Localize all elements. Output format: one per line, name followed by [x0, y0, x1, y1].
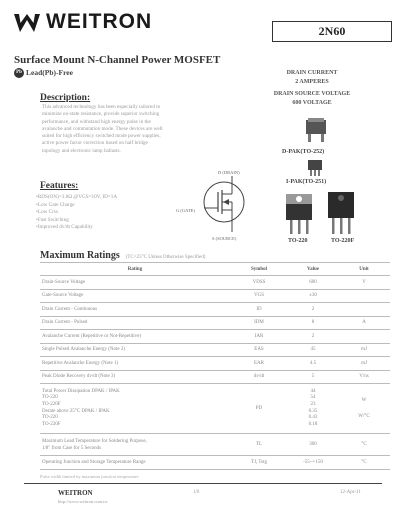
weitron-w-icon: [14, 12, 40, 34]
column-header-value: Value: [288, 263, 338, 276]
table-row: Peak Diode Recovery dv/dt (Note 3) dv/dt 5 V/ns: [40, 370, 390, 384]
symbol-gate-label: G (GATE): [176, 208, 195, 213]
symbol-source-label: S (SOURCE): [212, 236, 237, 241]
description-heading: Description:: [40, 93, 91, 103]
part-number-box: 2N60: [272, 21, 392, 42]
column-header-rating: Rating: [40, 263, 230, 276]
feature-item: • Fast Switching: [36, 217, 196, 225]
max-ratings-heading: Maximum Ratings (TC=25°C Unless Otherwise Specified): [40, 250, 206, 261]
to220f-package-icon: [322, 190, 362, 236]
table-header-row: [40, 263, 390, 276]
table-row: Single Pulsed Avalanche Energy (Note 2) EAS 45 mJ: [40, 343, 390, 357]
footer-page-number: 1/6: [193, 490, 200, 495]
spec-voltage-value: 600 VOLTAGE: [292, 100, 332, 106]
column-header-unit: Unit: [338, 263, 390, 276]
to220-package-icon: [280, 192, 320, 236]
feature-item: • Low Crss: [36, 209, 196, 217]
table-row: Repetitive Avalanche Energy (Note 1) EAR 4.5 mJ: [40, 357, 390, 371]
table-row: Drain Current - Pulsed IDM 8 A: [40, 316, 390, 330]
table-row: Gate-Source Voltage VGS ±30: [40, 289, 390, 303]
features-heading: Features:: [40, 181, 79, 191]
footer-date: 12-Apr-11: [340, 490, 361, 495]
pb-free-icon: Pb: [14, 68, 24, 78]
spec-drain-current-label: DRAIN CURRENT: [286, 70, 338, 76]
max-ratings-table: [40, 262, 390, 470]
ipak-package-icon: [300, 158, 330, 178]
description-text: This advanced technology has been especially tailored to minimize on-state resistance, provide superior switching performance, and withstand high energy pulse in the avalanche and commutation mode. These devices are well suited for high efficiency switched mode power supplies, active power factor correction based on half bridge topology and electronic lamp ballasts.: [42, 104, 163, 154]
feature-item: • Low Gate Charge: [36, 202, 196, 210]
max-ratings-subtitle: (TC=25°C Unless Otherwise Specified): [125, 255, 206, 260]
package-label-ipak: I-PAK(TO-251): [286, 179, 327, 185]
column-header-symbol: Symbol: [230, 263, 288, 276]
lead-free-label: Pb Lead(Pb)-Free: [14, 68, 73, 78]
notes-text: Pulse width limited by maximum junction temperature: [40, 474, 139, 479]
table-row: Maximum Lead Temperature for Soldering Purpose, 1/8" from Case for 5 Seconds TL 300 °C: [40, 434, 390, 456]
mosfet-symbol-icon: [196, 172, 252, 236]
brand-name: WEITRON: [46, 10, 153, 33]
footer-company: WEITRON: [58, 489, 93, 497]
table-row: Avalanche Current (Repetitive or Not-Repetitive) IAR 2: [40, 330, 390, 344]
footer-url-link[interactable]: http://www.weitron.com.tw: [58, 499, 108, 504]
feature-item: • Improved dv/dt Capability: [36, 224, 196, 232]
package-label-dpak: D-PAK(TO-252): [282, 149, 325, 155]
package-label-to220f: TO-220F: [331, 238, 355, 244]
product-title: Surface Mount N-Channel Power MOSFET: [14, 54, 221, 66]
symbol-drain-label: D (DRAIN): [218, 170, 240, 175]
spec-voltage-label: DRAIN SOURCE VOLTAGE: [273, 91, 351, 97]
package-label-to220: TO-220: [288, 238, 308, 244]
table-row: Drain Current - Continuous ID 2: [40, 303, 390, 317]
spec-drain-current-value: 2 AMPERES: [295, 79, 329, 85]
table-row: Drain-Source Voltage VDSS 600 V: [40, 276, 390, 290]
features-list: [36, 194, 196, 232]
feature-item: • RDS(ON)=3.8Ω @VGS=10V, ID=1A: [36, 194, 196, 202]
footer-divider: [24, 483, 382, 484]
dpak-package-icon: [298, 116, 334, 144]
table-row: Operating Junction and Storage Temperature Range TJ, Tstg -55~+150 °C: [40, 456, 390, 470]
weitron-logo: [14, 10, 164, 36]
table-row: Total Power Dissipation DPAK / IPAK TO-220 TO-220F Derate above 25°C DPAK / IPAK TO-220 TO-220F PD 44 54 23 0.35 0.43 0.18 W W/°C: [40, 384, 390, 434]
